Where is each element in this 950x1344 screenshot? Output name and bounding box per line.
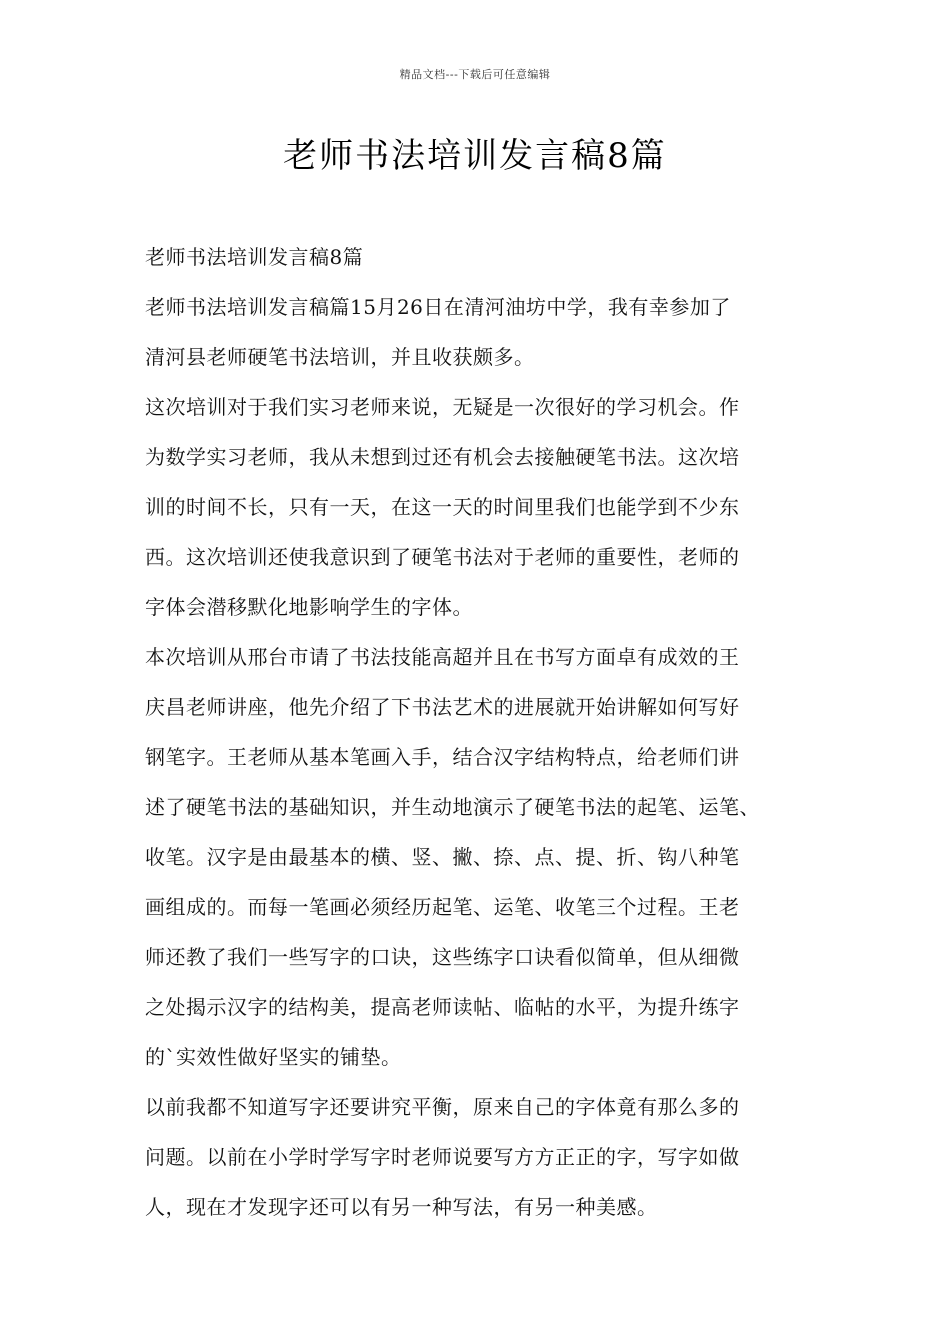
paragraph-intro (145, 282, 815, 382)
text-line: 问题。以前在小学时学写字时老师说要写方方正正的字，写字如做 (145, 1145, 740, 1169)
document-body (145, 232, 815, 1232)
paragraph-reflection (145, 1082, 815, 1232)
text-line: 师还教了我们一些写字的口诀，这些练字口诀看似简单，但从细微 (145, 945, 740, 969)
text-line: 之处揭示汉字的结构美，提高老师读帖、临帖的水平，为提升练字 (145, 995, 740, 1019)
text-line: 为数学实习老师，我从未想到过还有机会去接触硬笔书法。这次培 (145, 445, 740, 469)
text-line: 老师书法培训发言稿8篇 (145, 245, 364, 269)
text-line: 庆昌老师讲座，他先介绍了下书法艺术的进展就开始讲解如何写好 (145, 695, 740, 719)
text-line: 清河县老师硬笔书法培训，并且收获颇多。 (145, 345, 535, 369)
paragraph-subtitle (145, 232, 815, 282)
text-line: 西。这次培训还使我意识到了硬笔书法对于老师的重要性，老师的 (145, 545, 740, 569)
text-line: 老师书法培训发言稿篇15月26日在清河油坊中学，我有幸参加了 (145, 295, 731, 319)
text-line: 字体会潜移默化地影响学生的字体。 (145, 595, 473, 619)
text-line: 人，现在才发现字还可以有另一种写法，有另一种美感。 (145, 1195, 658, 1219)
text-line: 述了硬笔书法的基础知识，并生动地演示了硬笔书法的起笔、运笔、 (145, 795, 760, 819)
text-line: 收笔。汉字是由最基本的横、竖、撇、捺、点、提、折、钩八种笔 (145, 845, 740, 869)
text-line: 这次培训对于我们实习老师来说，无疑是一次很好的学习机会。作 (145, 395, 740, 419)
text-line: 以前我都不知道写字还要讲究平衡，原来自己的字体竟有那么多的 (145, 1095, 740, 1119)
text-line: 钢笔字。王老师从基本笔画入手，结合汉字结构特点，给老师们讲 (145, 745, 740, 769)
text-line: 训的时间不长，只有一天，在这一天的时间里我们也能学到不少东 (145, 495, 740, 519)
text-line: 的`实效性做好坚实的铺垫。 (145, 1045, 402, 1069)
paragraph-learning-opportunity (145, 382, 815, 632)
header-note: 精品文档---下载后可任意编辑 (399, 68, 551, 81)
document-title: 老师书法培训发言稿8篇 (283, 136, 667, 176)
text-line: 画组成的。而每一笔画必须经历起笔、运笔、收笔三个过程。王老 (145, 895, 740, 919)
text-line: 本次培训从邢台市请了书法技能高超并且在书写方面卓有成效的王 (145, 645, 740, 669)
paragraph-training-content (145, 632, 815, 1082)
